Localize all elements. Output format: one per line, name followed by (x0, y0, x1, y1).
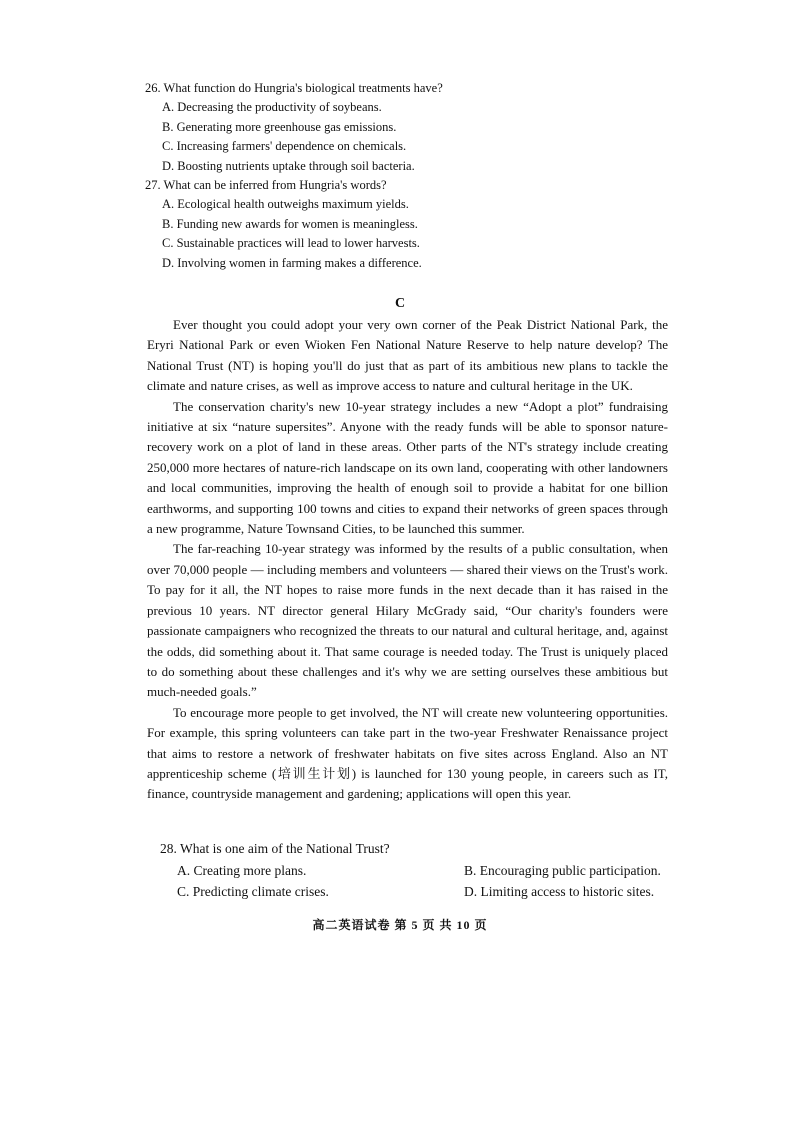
question-28-stem: 28. What is one aim of the National Trust? (160, 841, 390, 856)
reading-passage (147, 315, 668, 805)
question-26-option-b: B. Generating more greenhouse gas emissions. (162, 119, 397, 134)
page-footer: 高二英语试卷 第 5 页 共 10 页 (312, 918, 488, 932)
passage-paragraph-3: The far-reaching 10-year strategy was informed by the results of a public consultation, when over 70,000 people — including members and volunteers — shared their views on the Trust's work. To pay for it all, the NT hopes to raise more funds in the next decade than it has raised in the previous 10 years. NT director general Hilary McGrady said, “Our charity's founders were passionate campaigners who recognized the threats to our natural and cultural heritage, and, against the odds, did something about it. That same courage is needed today. The Trust is uniquely placed to do something about these challenges and it's why we are setting ourselves these ambitious but much-needed goals.” (147, 541, 668, 700)
question-27-option-b: B. Funding new awards for women is meaningless. (162, 216, 418, 231)
question-26-stem: 26. What function do Hungria's biological treatments have? (145, 81, 443, 95)
question-28-option-a: A. Creating more plans. (177, 862, 307, 878)
question-28 (160, 838, 680, 903)
question-26-option-a: A. Decreasing the productivity of soybeans. (162, 100, 382, 115)
question-27-option-a: A. Ecological health outweighs maximum yields. (162, 197, 409, 212)
question-28-option-d: D. Limiting access to historic sites. (464, 884, 655, 899)
question-26-option-c: C. Increasing farmers' dependence on chemicals. (162, 139, 407, 154)
passage-paragraph-4: To encourage more people to get involved, the NT will create new volunteering opportunities. For example, this spring volunteers can take part in the two-year Freshwater Renaissance project that aims to restore a network of freshwater habitats on five sites across England. Also an NT apprenticeship scheme (培训生计划) is launched for 130 young people, in careers such as IT, finance, countryside management and gardening; applications will open this year. (147, 704, 668, 802)
question-26-option-d: D. Boosting nutrients uptake through soil bacteria. (162, 158, 415, 173)
question-26 (145, 79, 665, 176)
section-title: C (394, 296, 406, 311)
passage-paragraph-2: The conservation charity's new 10-year strategy includes a new “Adopt a plot” fundraising initiative at six “nature supersites”. Anyone with the ready funds will be able to sponsor nature-recovery work on a plot of land in these areas. Other parts of the NT's strategy include creating 250,000 more hectares of nature-rich landscape on its own land, cooperating with other landowners and local communities, improving the health of enough soil to provide a habitat for one billion earthworms, and supporting 100 towns and cities to expand their networks of green spaces through a new programme, Nature Townsand Cities, to be launched this summer. (147, 398, 668, 537)
question-27-stem: 27. What can be inferred from Hungria's words? (145, 178, 387, 192)
question-27 (145, 176, 665, 273)
passage-paragraph-1: Ever thought you could adopt your very own corner of the Peak District National Park, the Eryri National Park or even Wioken Fen National Nature Reserve to help nature develop? The National Trust (NT) is hoping you'll do just that as part of its ambitious new plans to tackle the climate and nature crises, as well as improve access to nature and cultural heritage in the UK. (147, 317, 668, 394)
question-27-option-d: D. Involving women in farming makes a difference. (162, 255, 422, 270)
question-28-option-c: C. Predicting climate crises. (177, 884, 329, 899)
question-28-option-b: B. Encouraging public participation. (464, 862, 661, 878)
question-28-options (160, 860, 680, 903)
question-27-option-c: C. Sustainable practices will lead to lower harvests. (162, 236, 420, 251)
